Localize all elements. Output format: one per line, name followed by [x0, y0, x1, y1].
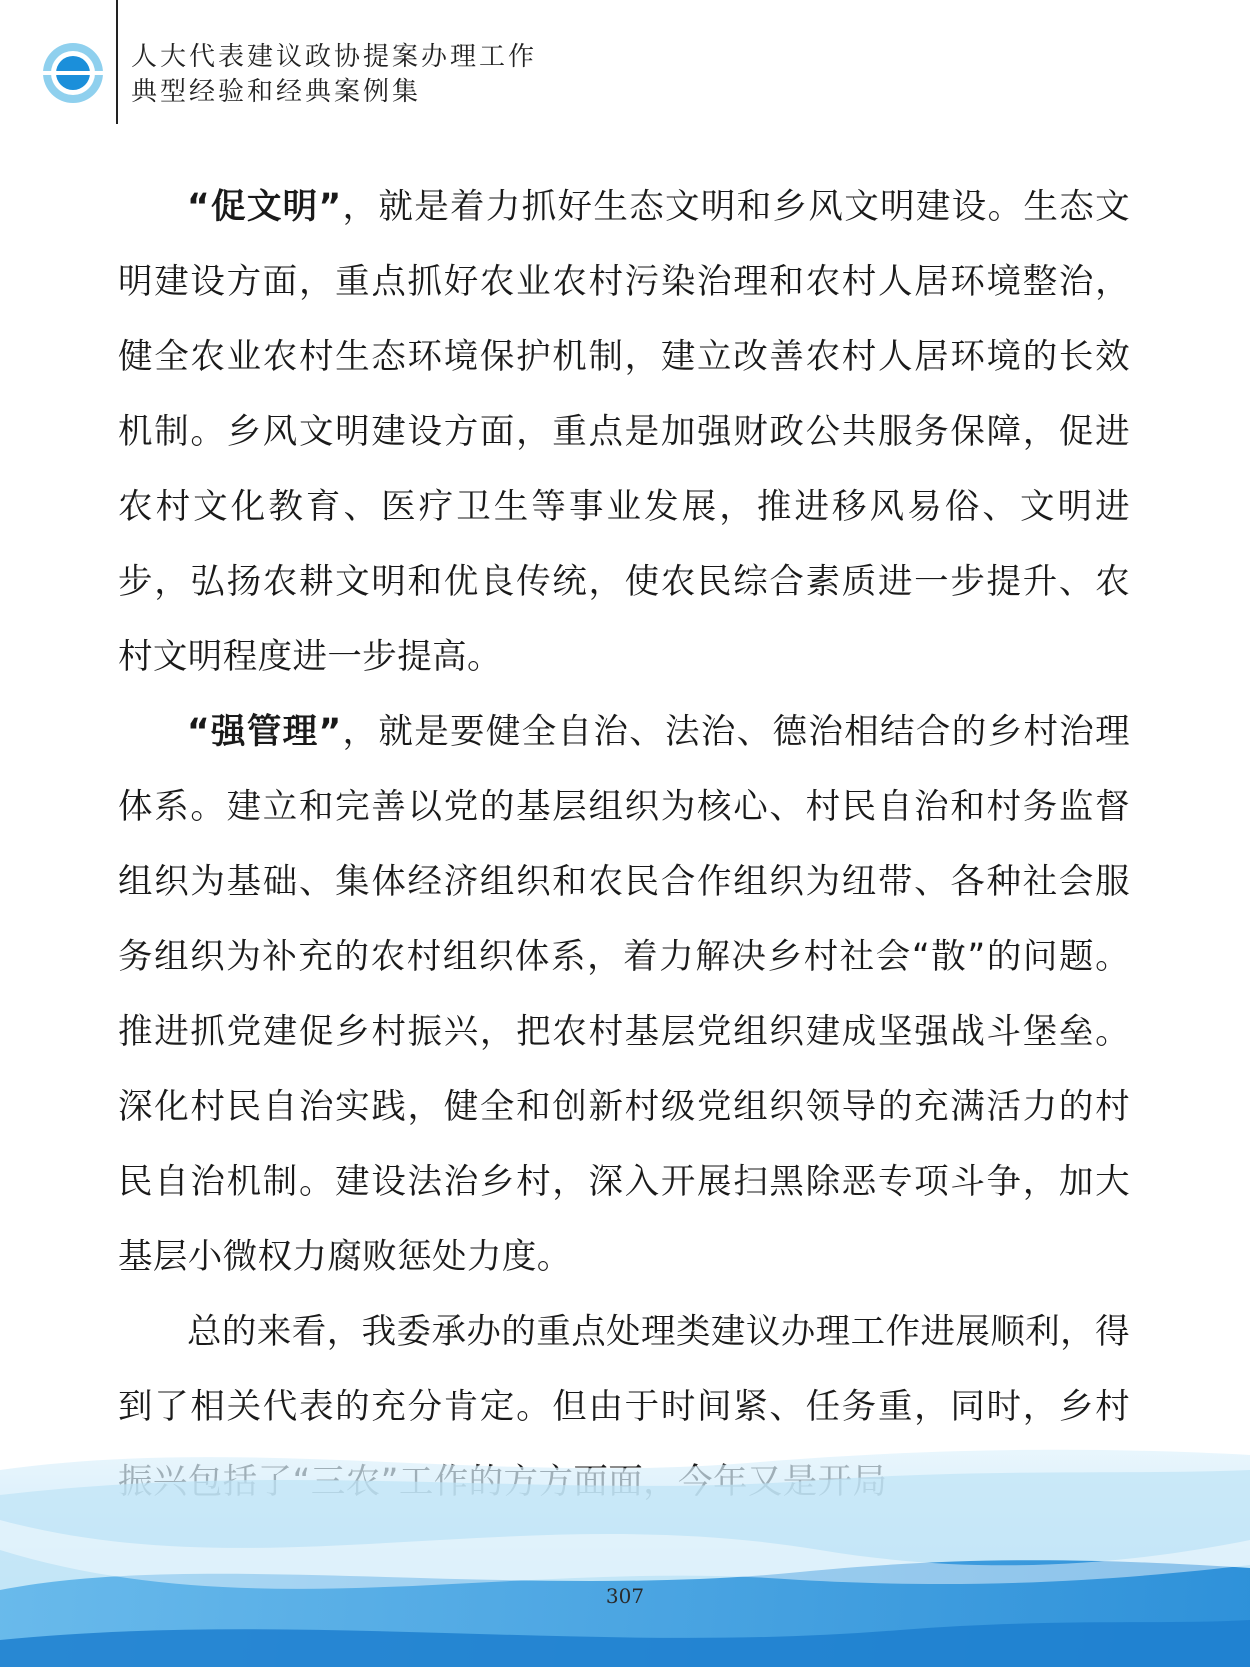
paragraph-lead: “促文明”: [187, 187, 342, 227]
circle-logo-icon: [40, 40, 106, 106]
page-number: 307: [605, 1584, 645, 1608]
paragraph-text: ，就是着力抓好生态文明和乡风文明建设。生态文明建设方面，重点抓好农业农村污染治理和农村人居环境整治，健全农业农村生态环境保护机制，建立改善农村人居环境的长效机制。乡风文明建设方面，重点是加强财政公共服务保障，促进农村文化教育、医疗卫生等事业发展，推进移风易俗、文明进步，弘扬农耕文明和优良传统，使农民综合素质进一步提升、农村文明程度进一步提高。: [118, 187, 1130, 677]
paragraph-qiang-guanli: [118, 695, 1130, 1295]
body-text: [118, 170, 1130, 1520]
decorative-wave-footer: [0, 1440, 1250, 1667]
header-divider: [116, 0, 118, 124]
paragraph-cu-wenming: [118, 170, 1130, 695]
paragraph-text: 总的来看，我委承办的重点处理类建议办理工作进展顺利，得到了相关代表的充分肯定。但由于时间紧、任务重，同时，乡村: [118, 1312, 1130, 1427]
paragraph-text: ，就是要健全自治、法治、德治相结合的乡村治理体系。建立和完善以党的基层组织为核心、村民自治和村务监督组织为基础、集体经济组织和农民合作组织为纽带、各种社会服务组织为补充的农村组织体系，着力解决乡村社会“散”的问题。推进抓党建促乡村振兴，把农村基层党组织建成坚强战斗堡垒。深化村民自治实践，健全和创新村级党组织领导的充满活力的村民自治机制。建设法治乡村，深入开展扫黑除恶专项斗争，加大基层小微权力腐败惩处力度。: [118, 712, 1130, 1277]
header-title-line-2: 典型经验和经典案例集: [131, 77, 422, 107]
header-title: [131, 40, 537, 110]
paragraph-lead: “强管理”: [187, 712, 342, 752]
page-header: [0, 0, 1250, 125]
header-title-line-1: 人大代表建议政协提案办理工作: [131, 42, 538, 72]
